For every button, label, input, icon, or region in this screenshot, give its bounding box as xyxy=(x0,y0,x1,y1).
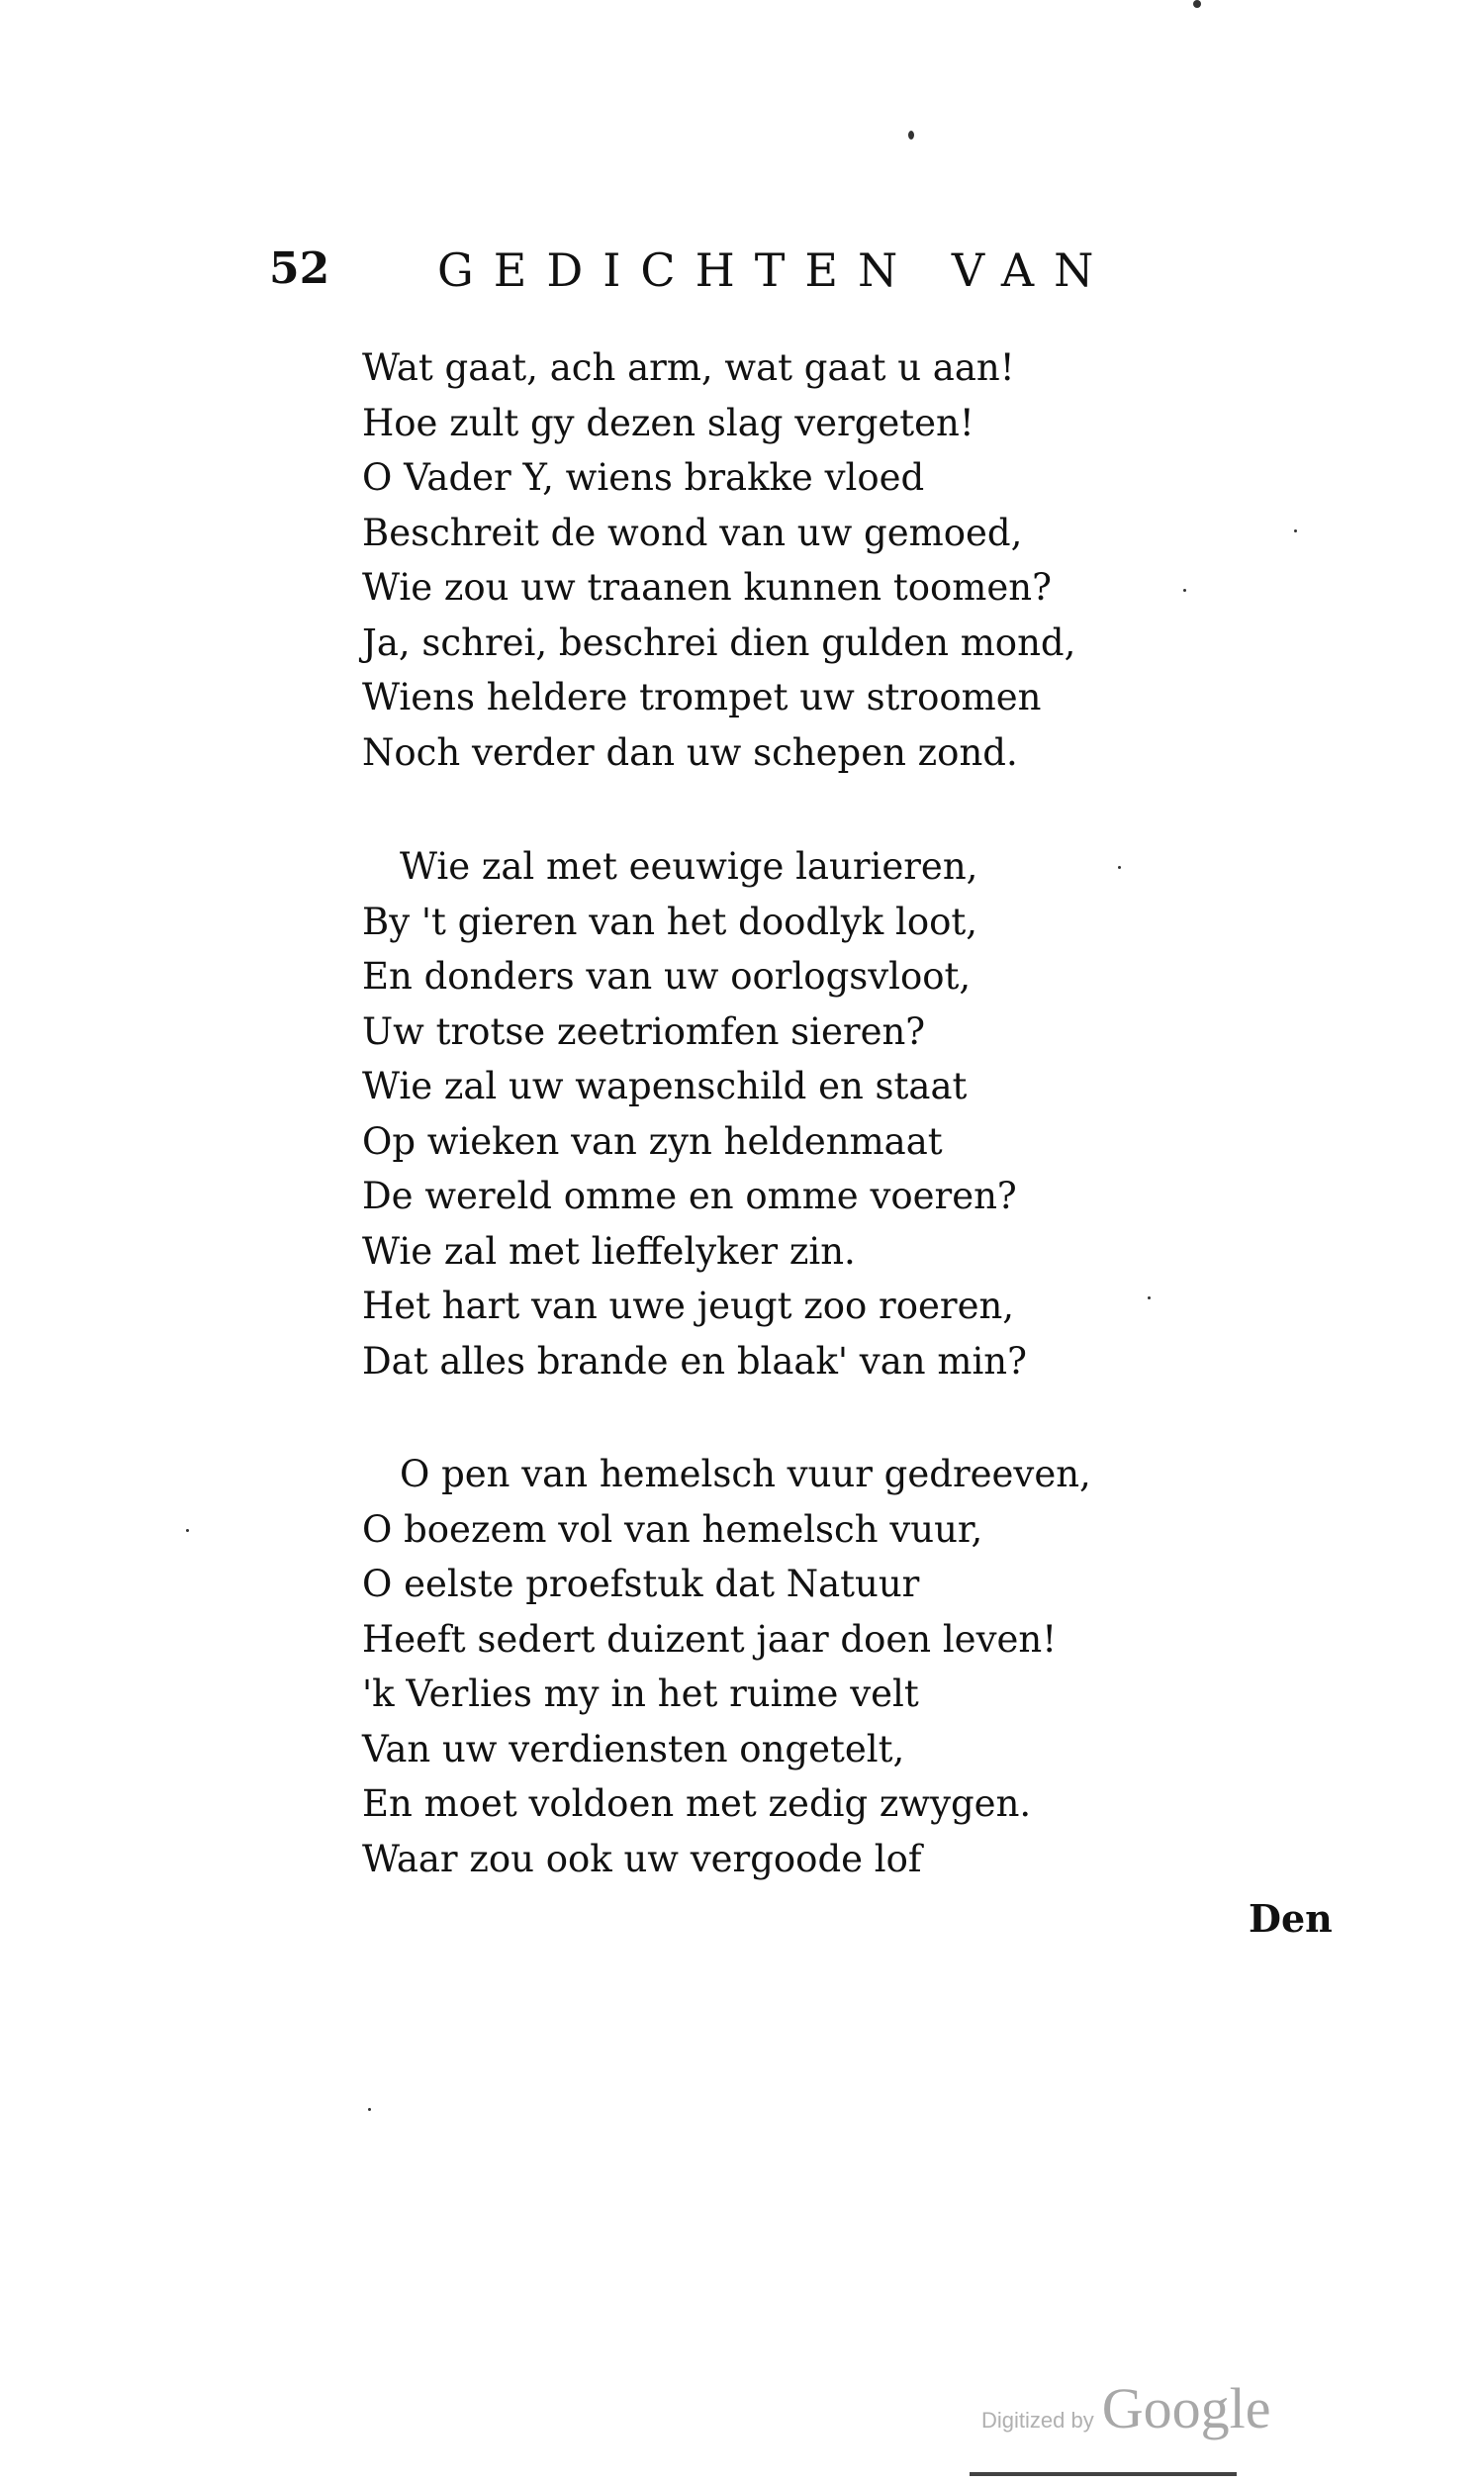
stanza-1 xyxy=(362,340,1114,780)
scan-speck xyxy=(368,2108,371,2111)
verse-line: O pen van hemelsch vuur gedreeven, xyxy=(400,1453,1091,1495)
scan-speck xyxy=(1193,0,1201,8)
verse-line: Op wieken van zyn heldenmaat xyxy=(362,1119,943,1163)
digitized-by-watermark xyxy=(981,2375,1270,2441)
digitized-prefix: Digitized by xyxy=(981,2408,1094,2433)
verse-line: Wie zal met lieffelyker zin. xyxy=(362,1229,856,1273)
verse-line: De wereld omme en omme voeren? xyxy=(362,1175,1017,1217)
verse-line: Hoe zult gy dezen slag vergeten! xyxy=(362,401,974,444)
verse-line: Wiens heldere trompet uw stroomen xyxy=(362,676,1042,718)
verse-line: Wie zal uw wapenschild en staat xyxy=(362,1065,968,1107)
verse-line: En moet voldoen met zedig zwygen. xyxy=(362,1782,1032,1825)
page-number: 52 xyxy=(269,243,330,294)
verse-line: Wie zal met eeuwige laurieren, xyxy=(400,845,978,888)
verse-line: Ja, schrei, beschrei dien gulden mond, xyxy=(362,621,1076,664)
verse-line: Beschreit de wond van uw gemoed, xyxy=(362,511,1023,554)
scan-speck xyxy=(186,1529,189,1532)
scan-speck xyxy=(1118,866,1121,869)
scan-speck xyxy=(1294,529,1297,532)
google-logo: Google xyxy=(1101,2376,1271,2440)
verse-line: Noch verder dan uw schepen zond. xyxy=(362,730,1018,774)
scan-speck xyxy=(908,131,914,140)
verse-line: En donders van uw oorlogsvloot, xyxy=(362,955,972,998)
verse-line: 'k Verlies my in het ruime velt xyxy=(362,1672,919,1715)
stanza-3 xyxy=(362,1447,1114,1886)
verse-line: Wie zou uw traanen kunnen toomen? xyxy=(362,566,1052,609)
verse-line: Van uw verdiensten ongetelt, xyxy=(362,1727,905,1770)
scan-speck xyxy=(1183,589,1186,592)
verse-line: Heeft sedert duizent jaar doen leven! xyxy=(362,1617,1058,1661)
verse-line: Het hart van uwe jeugt zoo roeren, xyxy=(362,1285,1015,1327)
verse-line: Dat alles brande en blaak' van min? xyxy=(362,1339,1027,1383)
verse-line: By 't gieren van het doodlyk loot, xyxy=(362,900,978,943)
scan-speck xyxy=(1148,1296,1151,1299)
verse-line: O eelste proefstuk dat Natuur xyxy=(362,1563,920,1605)
verse-line: O boezem vol van hemelsch vuur, xyxy=(362,1507,983,1551)
running-title: GEDICHTEN VAN xyxy=(437,243,1114,297)
page-edge-mark xyxy=(970,2472,1237,2476)
stanza-2 xyxy=(362,839,1114,1388)
verse-line: Uw trotse zeetriomfen sieren? xyxy=(362,1009,926,1053)
verse-line: Waar zou ook uw vergoode lof xyxy=(362,1837,922,1880)
verse-line: O Vader Y, wiens brakke vloed xyxy=(362,456,925,499)
catchword: Den xyxy=(1249,1896,1333,1941)
verse-line: Wat gaat, ach arm, wat gaat u aan! xyxy=(362,346,1015,389)
